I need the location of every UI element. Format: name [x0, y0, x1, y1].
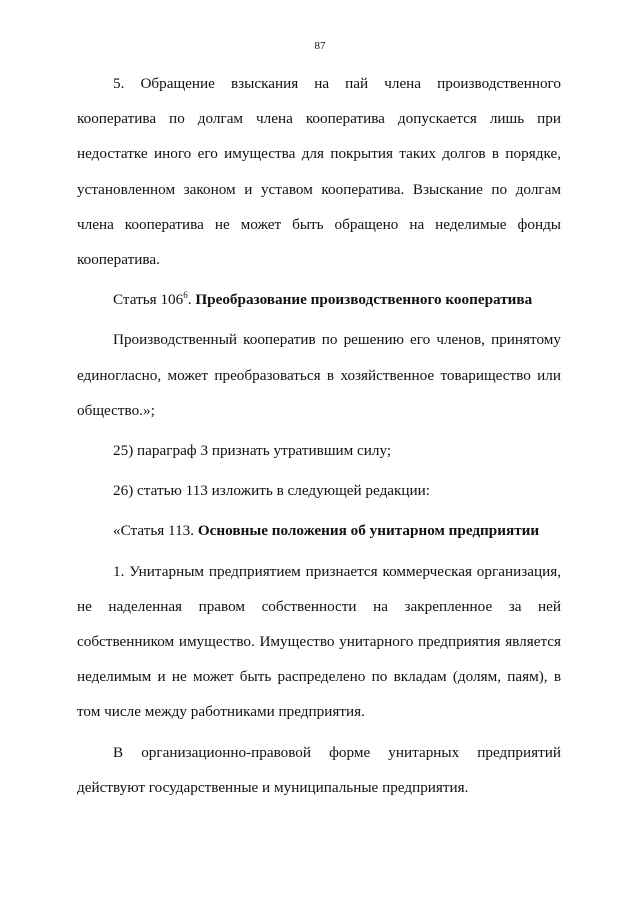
article-113-heading	[77, 513, 561, 548]
article-113-label: «Статья 113.	[113, 522, 198, 540]
item-25: 25) параграф 3 признать утратившим силу;	[113, 442, 392, 460]
article-113-title: Основные положения об унитарном предприятии	[197, 522, 540, 540]
article-106-superscript: 6	[183, 290, 188, 301]
article-113-paragraph-2: В организационно-правовой форме унитарных предприятий действуют государственные и муниципальные предприятия.	[77, 743, 561, 796]
item-26: 26) статью 113 изложить в следующей редакции:	[113, 482, 431, 500]
article-106-dot: .	[187, 291, 196, 309]
article-106-body: Производственный кооператив по решению его членов, принятому единогласно, может преобразоваться в хозяйственное товарищество или общество.»;	[77, 331, 561, 419]
article-106-label: Статья 106	[113, 291, 184, 309]
article-106-heading	[77, 282, 561, 317]
paragraph-pay-recovery: 5. Обращение взыскания на пай члена производственного кооператива по долгам члена кооператива допускается лишь при недостатке иного его имущества для покрытия таких долгов в порядке, установленном законом и уставом кооператива. Взыскание по долгам члена кооператива не может быть обращено на неделимые фонды кооператива.	[77, 75, 561, 269]
document-body	[77, 66, 561, 805]
article-113-paragraph-1: 1. Унитарным предприятием признается коммерческая организация, не наделенная правом собственности на закрепленное за ней собственником имущество. Имущество унитарного предприятия является неделимым и не может быть распределено по вкладам (долям, паям), в том числе между работниками предприятия.	[77, 562, 561, 721]
article-106-title: Преобразование производственного кооператива	[195, 291, 533, 309]
page-number: 87	[314, 40, 326, 52]
